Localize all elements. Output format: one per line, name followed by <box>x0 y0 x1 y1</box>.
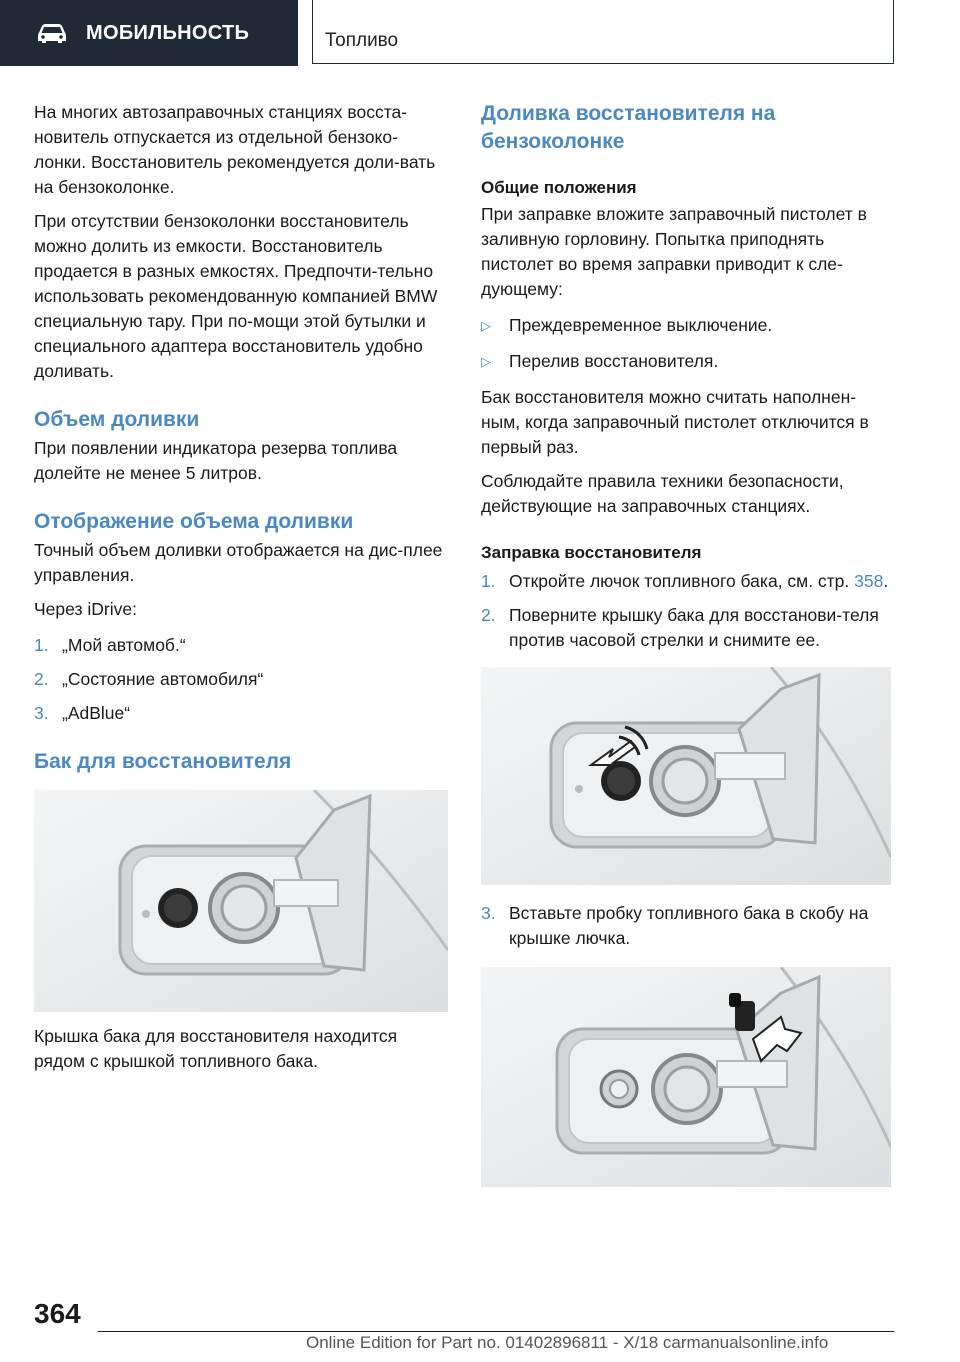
chapter-title: МОБИЛЬНОСТЬ <box>86 21 250 44</box>
footer-watermark-text: Online Edition for Part no. 01402896811 - X/18 carmanualsonline.info <box>306 1333 829 1352</box>
triangle-bullet-icon: ▷ <box>481 318 491 333</box>
volume-display-paragraph: Точный объем доливки отображается на дис-плее управления. <box>34 540 443 585</box>
section-tab <box>312 0 894 64</box>
step-number: 3. <box>481 903 496 923</box>
list-item <box>34 633 448 658</box>
page-number: 364 <box>34 1298 81 1329</box>
step-text-part: . <box>883 571 889 591</box>
car-icon <box>34 21 70 45</box>
step-text: „Мой автомоб.“ <box>62 635 186 655</box>
step-number: 1. <box>481 571 496 591</box>
heading-filling: Заправка восстановителя <box>481 543 702 562</box>
bullet-item <box>481 349 893 374</box>
section-title: Топливо <box>325 30 399 51</box>
list-item <box>481 901 893 951</box>
step-number: 3. <box>34 703 49 723</box>
heading-refill-at-pump: Доливка восстановителя на бензоколонке <box>481 102 776 153</box>
footer-divider <box>98 1331 894 1332</box>
list-item <box>34 701 448 726</box>
refill-volume-paragraph: При появлении индикатора резерва топлива долейте не менее 5 литров. <box>34 438 398 483</box>
heading-refill-volume: Объем доливки <box>34 408 200 431</box>
footer-watermark <box>306 1333 828 1353</box>
intro-paragraph-2: При отсутствии бензоколонки восстановитель можно долить из емкости. Восстановитель продается в разных емкостях. Предпочти-тельно использовать рекомендованную компанией BMW специальную тару. При по-мощи этой бутылки и специального адаптера восстановитель удобно доливать. <box>34 211 438 381</box>
step-text: „Состояние автомобиля“ <box>62 669 264 689</box>
cap-stowing-photo <box>481 967 891 1187</box>
cap-removal-photo <box>481 667 891 885</box>
heading-reductant-tank: Бак для восстановителя <box>34 750 292 773</box>
step-text: „AdBlue“ <box>62 703 131 723</box>
bullet-item <box>481 313 893 338</box>
idrive-paragraph: Через iDrive: <box>34 599 137 619</box>
chapter-tab <box>0 0 298 66</box>
full-paragraph: Бак восстановителя можно считать наполнен-ным, когда заправочный пистолет отключится в первый раз. <box>481 387 869 457</box>
bullet-text: Перелив восстановителя. <box>509 351 719 371</box>
right-column <box>481 100 893 1187</box>
step-text: Поверните крышку бака для восстанови-теля против часовой стрелки и снимите ее. <box>509 605 879 650</box>
general-paragraph: При заправке вложите заправочный пистолет в заливную горловину. Попытка приподнять пистолет во время заправки приводит к сле-дующему: <box>481 204 867 299</box>
list-item <box>481 603 893 653</box>
step-number: 2. <box>481 605 496 625</box>
intro-paragraph-1: На многих автозаправочных станциях восста-новитель отпускается из отдельной бензоко-лонки. Восстановитель рекомендуется доли-вать на бензоколонке. <box>34 102 436 197</box>
step-text <box>509 569 893 594</box>
step-number: 2. <box>34 669 49 689</box>
safety-paragraph: Соблюдайте правила техники безопасности, действующие на заправочных станциях. <box>481 471 844 516</box>
heading-general: Общие положения <box>481 178 637 197</box>
left-column <box>34 100 448 1083</box>
page-link[interactable]: 358 <box>854 571 884 591</box>
step-text-part: Откройте лючок топливного бака, см. стр. <box>509 571 850 591</box>
heading-volume-display: Отображение объема доливки <box>34 510 354 533</box>
triangle-bullet-icon: ▷ <box>481 354 491 369</box>
list-item <box>34 667 448 692</box>
bullet-text: Преждевременное выключение. <box>509 315 773 335</box>
step-text: Вставьте пробку топливного бака в скобу на крышке лючка. <box>509 903 869 948</box>
tank-caption: Крышка бака для восстановителя находится рядом с крышкой топливного бака. <box>34 1026 398 1071</box>
list-item <box>481 569 893 594</box>
tank-flap-photo <box>34 790 448 1012</box>
page-header <box>0 0 960 66</box>
step-number: 1. <box>34 635 49 655</box>
